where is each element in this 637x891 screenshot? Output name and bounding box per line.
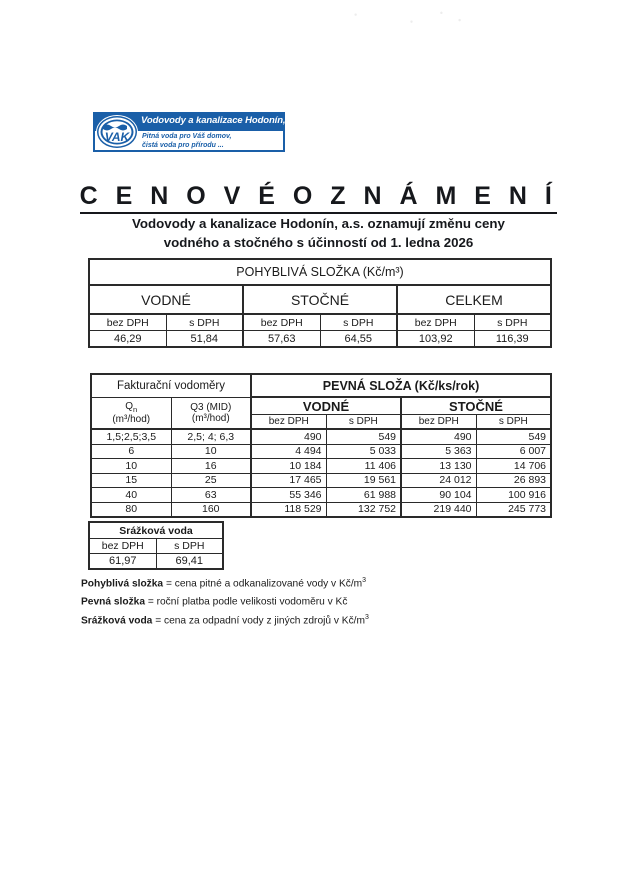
pevna-r0-sb: 490 [401,429,476,444]
table-row [91,502,551,517]
pohybliva-val-2: 57,63 [243,331,320,348]
pevna-r4-sb: 90 104 [401,488,476,503]
pevna-r4-qn: 40 [91,488,171,503]
logo-tagline [142,133,231,150]
pevna-col-q3-symbol: Q3 (MID) [190,401,232,413]
srazkova-val-0: 61,97 [89,554,156,570]
table-row-subheaders [89,314,551,331]
table-row-title [89,522,223,539]
pevna-r3-ss: 26 893 [476,473,551,488]
pevna-r0-ss: 549 [476,429,551,444]
pevna-r2-q3: 16 [171,459,251,474]
scan-speckle [340,8,470,30]
page-title-text: C E N O V É O Z N Á M E N Í [80,182,558,214]
pevna-group-vodne: VODNÉ [251,397,401,415]
pevna-r1-qn: 6 [91,444,171,459]
logo-tagline-line1: Pitná voda pro Váš domov, [142,133,232,140]
note-srazkova [81,610,541,628]
page-subtitle [0,214,637,252]
table-row-header-groups [91,397,551,415]
note-pohybliva [81,573,541,591]
pevna-r2-vb: 10 184 [251,459,326,474]
pevna-r2-sb: 13 130 [401,459,476,474]
pohybliva-val-0: 46,29 [89,331,166,348]
vak-mark-icon [96,115,138,149]
note-pevna-text: = roční platba podle velikosti vodoměru v Kč [145,596,348,608]
pohybliva-sub-2: bez DPH [243,314,320,331]
pevna-r0-q3: 2,5; 4; 6,3 [171,429,251,444]
pevna-meters-header: Fakturační vodoměry [91,374,251,397]
srazkova-sub-0: bez DPH [89,539,156,554]
srazkova-val-1: 69,41 [156,554,223,570]
pohybliva-sub-0: bez DPH [89,314,166,331]
pevna-r5-sb: 219 440 [401,502,476,517]
table-row-subheaders [89,539,223,554]
pevna-r0-vb: 490 [251,429,326,444]
pohybliva-group-stocne: STOČNÉ [243,285,397,314]
pevna-r3-vs: 19 561 [326,473,401,488]
table-row [91,488,551,503]
pevna-r4-q3: 63 [171,488,251,503]
table-srazkova-voda [88,521,224,570]
pevna-r2-ss: 14 706 [476,459,551,474]
pohybliva-sub-4: bez DPH [397,314,474,331]
pevna-col-q3-unit: (m³/hod) [191,412,230,424]
pohybliva-group-vodne: VODNÉ [89,285,243,314]
page-title [0,182,637,211]
pevna-r5-ss: 245 773 [476,502,551,517]
note-pevna [81,591,541,609]
table-row [91,444,551,459]
srazkova-sub-1: s DPH [156,539,223,554]
pevna-col-q3 [171,397,251,429]
pevna-r1-vs: 5 033 [326,444,401,459]
pevna-r3-sb: 24 012 [401,473,476,488]
pevna-sub-3: s DPH [476,415,551,430]
pohybliva-sub-5: s DPH [474,314,551,331]
pevna-sub-1: s DPH [326,415,401,430]
pohybliva-sub-1: s DPH [166,314,243,331]
page-subtitle-line2: vodného a stočného s účinností od 1. ledna 2026 [163,235,474,250]
pevna-r5-qn: 80 [91,502,171,517]
pevna-r0-qn: 1,5;2,5;3,5 [91,429,171,444]
pevna-r4-vb: 55 346 [251,488,326,503]
svg-text:VAK: VAK [104,130,130,144]
pevna-r3-vb: 17 465 [251,473,326,488]
note-pohybliva-term: Pohyblivá složka [81,578,164,590]
pevna-r4-vs: 61 988 [326,488,401,503]
table-row [91,459,551,474]
pevna-group-stocne: STOČNÉ [401,397,551,415]
pevna-col-qn [91,397,171,429]
page-subtitle-line1: Vodovody a kanalizace Hodonín, a.s. oznamují změnu ceny [132,216,505,231]
pevna-r2-vs: 11 406 [326,459,401,474]
pevna-r3-qn: 15 [91,473,171,488]
table-row-groups [89,285,551,314]
table-pevna-sloza [90,373,552,518]
table-row-values [89,331,551,348]
note-srazkova-sup: 3 [365,613,369,621]
pevna-col-qn-subscript: n [133,404,138,414]
table-row-values [89,554,223,570]
note-srazkova-text: = cena za odpadní vody z jiných zdrojů v Kč/m [152,615,365,627]
table-row-title [89,259,551,285]
pevna-r4-ss: 100 916 [476,488,551,503]
note-pohybliva-sup: 3 [362,577,367,584]
legend-notes [81,573,541,628]
pohybliva-val-4: 103,92 [397,331,474,348]
note-srazkova-term: Srážková voda [81,615,153,627]
pevna-r1-vb: 4 494 [251,444,326,459]
pevna-title: PEVNÁ SLOŽA (Kč/ks/rok) [251,374,551,397]
pevna-r5-vb: 118 529 [251,502,326,517]
table-row [91,473,551,488]
pohybliva-title: POHYBLIVÁ SLOŽKA (Kč/m³) [89,259,551,285]
pevna-col-qn-unit: (m³/hod) [112,413,151,425]
pohybliva-val-1: 51,84 [166,331,243,348]
company-logo [93,112,304,152]
table-pohybliva-slozka [88,258,552,348]
pevna-r1-q3: 10 [171,444,251,459]
logo-tagline-line2: čistá voda pro přírodu ... [142,141,224,149]
pevna-r1-sb: 5 363 [401,444,476,459]
pohybliva-val-3: 64,55 [320,331,397,348]
pohybliva-group-celkem: CELKEM [397,285,551,314]
pevna-r5-q3: 160 [171,502,251,517]
pohybliva-val-5: 116,39 [474,331,551,348]
logo-company-name: Vodovody a kanalizace Hodonín, a.s. [141,115,304,126]
pevna-col-qn-symbol: Q [125,400,134,412]
table-row [91,429,551,444]
pohybliva-sub-3: s DPH [320,314,397,331]
note-pevna-term: Pevná složka [81,596,145,608]
pevna-r1-ss: 6 007 [476,444,551,459]
pevna-sub-0: bez DPH [251,415,326,430]
pevna-sub-2: bez DPH [401,415,476,430]
pevna-r0-vs: 549 [326,429,401,444]
pevna-r5-vs: 132 752 [326,502,401,517]
pevna-r3-q3: 25 [171,473,251,488]
note-pohybliva-text: = cena pitné a odkanalizované vody v Kč/m [163,578,363,590]
srazkova-title: Srážková voda [89,522,223,539]
table-row-header-top [91,374,551,397]
pevna-r2-qn: 10 [91,459,171,474]
